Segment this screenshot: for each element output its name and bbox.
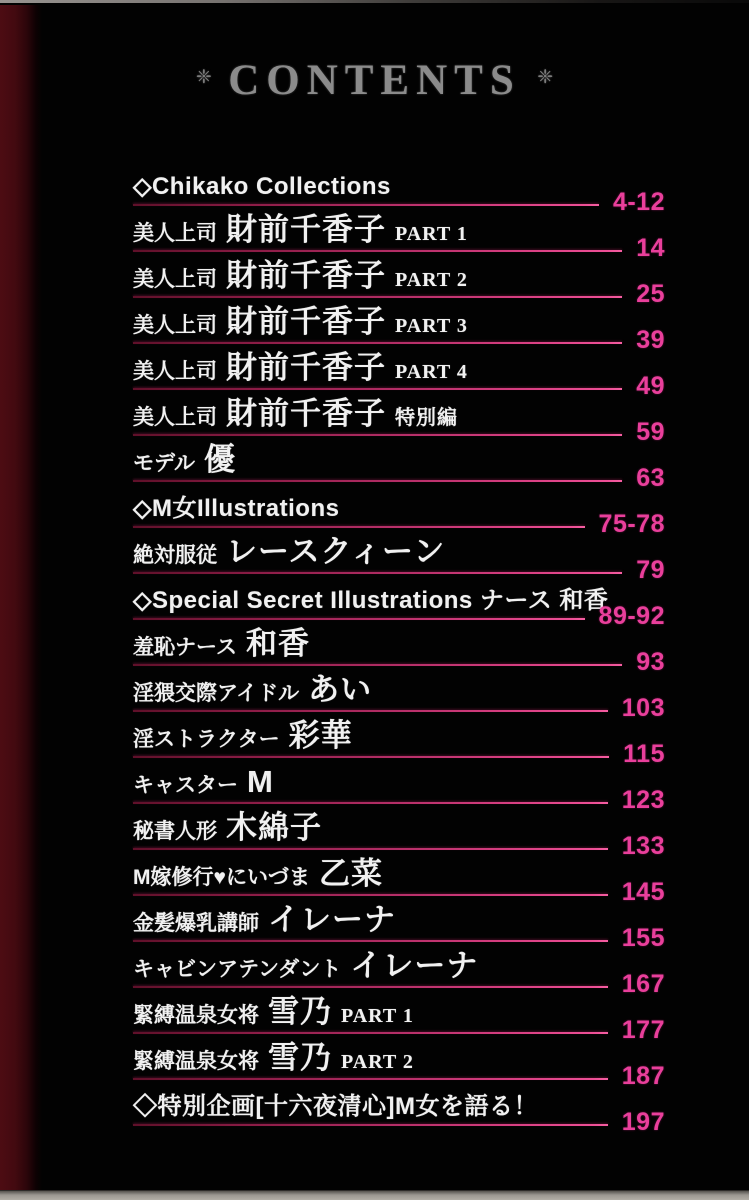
toc-entry-text xyxy=(133,260,622,298)
entry-prefix: M嫁修行♥にいづま xyxy=(133,866,310,889)
fleuron-ornament-left-icon: ❈ xyxy=(195,67,212,88)
entry-page-number: 25 xyxy=(636,280,665,308)
entry-prefix: 美人上司 xyxy=(133,268,217,291)
entry-title: 財前千香子 xyxy=(226,258,386,293)
page-title: CONTENTS xyxy=(228,57,521,104)
toc-entry xyxy=(133,298,665,354)
entry-prefix: 絶対服従 xyxy=(133,544,217,567)
entry-leader-rule xyxy=(133,388,622,390)
toc-entry-text xyxy=(133,214,622,252)
entry-title: レースクィーン xyxy=(226,534,446,569)
entry-prefix: 緊縛温泉女将 xyxy=(133,1004,259,1027)
entry-title: 木綿子 xyxy=(226,810,322,845)
entry-leader-rule xyxy=(133,1078,608,1080)
entry-leader-rule xyxy=(133,710,608,712)
entry-leader-rule xyxy=(133,1032,608,1034)
entry-title: M xyxy=(247,764,274,799)
entry-prefix: 淫猥交際アイドル xyxy=(133,682,300,705)
entry-title: 雪乃 xyxy=(268,1040,332,1075)
toc-entry xyxy=(133,1080,665,1136)
entry-leader-rule xyxy=(133,572,622,574)
entry-leader-rule xyxy=(133,204,599,206)
fleuron-ornament-right-icon: ❈ xyxy=(537,67,554,88)
entry-title: 雪乃 xyxy=(268,994,332,1029)
entry-title: ◇特別企画[十六夜清心]M女を語る！ xyxy=(133,1093,538,1120)
entry-leader-rule xyxy=(133,664,622,666)
toc-entry-text xyxy=(133,1042,608,1080)
toc-entry-text xyxy=(133,352,622,390)
entry-leader-rule xyxy=(133,986,608,988)
toc-entry-text xyxy=(133,858,608,896)
toc-entry xyxy=(133,574,665,630)
entry-title: ◇Special Secret Illustrations ナース 和香 xyxy=(133,587,609,614)
entry-page-number: 39 xyxy=(636,326,665,354)
entry-suffix: PART 2 xyxy=(395,269,468,291)
toc-entry xyxy=(133,206,665,262)
entry-prefix: 美人上司 xyxy=(133,406,217,429)
entry-title: 財前千香子 xyxy=(226,350,386,385)
toc-entry xyxy=(133,666,665,722)
entry-leader-rule xyxy=(133,618,585,620)
entry-leader-rule xyxy=(133,480,622,482)
toc-entry-text xyxy=(133,398,622,436)
toc-entry xyxy=(133,482,665,538)
entry-title: あい xyxy=(308,672,373,707)
toc-list xyxy=(133,160,665,1136)
entry-prefix: キャスター xyxy=(133,774,238,797)
scan-edge-top xyxy=(0,0,749,3)
entry-page-number: 123 xyxy=(621,786,665,814)
toc-entry-text xyxy=(133,587,609,620)
entry-page-number: 103 xyxy=(621,694,665,722)
toc-entry-text xyxy=(133,720,609,758)
entry-prefix: 金髪爆乳講師 xyxy=(133,912,259,935)
entry-prefix: 秘書人形 xyxy=(133,820,217,843)
entry-leader-rule xyxy=(133,250,622,252)
entry-page-number: 14 xyxy=(636,234,665,262)
entry-title: 和香 xyxy=(245,626,310,661)
toc-entry-text xyxy=(133,536,622,574)
entry-prefix: 美人上司 xyxy=(133,314,217,337)
entry-page-number: 4-12 xyxy=(612,188,665,216)
toc-entry xyxy=(133,804,665,860)
toc-entry-text xyxy=(133,812,608,850)
entry-title: ◇Chikako Collections xyxy=(133,173,391,200)
toc-entry xyxy=(133,436,665,492)
toc-entry-text xyxy=(133,950,608,988)
toc-entry-text xyxy=(133,674,608,712)
entry-prefix: 羞恥ナース xyxy=(133,636,237,659)
entry-leader-rule xyxy=(133,802,608,804)
entry-title: 乙菜 xyxy=(318,856,383,891)
toc-entry-text xyxy=(133,628,622,666)
toc-entry-text xyxy=(133,497,585,528)
entry-page-number: 155 xyxy=(621,924,665,952)
entry-title: イレーナ xyxy=(350,948,479,983)
toc-entry-text xyxy=(133,306,622,344)
toc-entry-text xyxy=(133,766,608,804)
entry-page-number: 79 xyxy=(636,556,665,584)
entry-title: イレーナ xyxy=(268,902,396,937)
entry-leader-rule xyxy=(133,940,608,942)
entry-leader-rule xyxy=(133,1124,608,1126)
entry-page-number: 187 xyxy=(621,1062,665,1090)
entry-leader-rule xyxy=(133,296,622,298)
entry-page-number: 145 xyxy=(621,878,665,906)
entry-prefix: 美人上司 xyxy=(133,222,217,245)
entry-prefix: キャビンアテンダント xyxy=(133,958,342,981)
entry-page-number: 49 xyxy=(636,372,665,400)
toc-entry-text xyxy=(133,175,599,206)
entry-prefix: 緊縛温泉女将 xyxy=(133,1050,259,1073)
entry-leader-rule xyxy=(133,342,622,344)
toc-entry xyxy=(133,896,665,952)
toc-entry xyxy=(133,344,665,400)
entry-page-number: 63 xyxy=(636,464,665,492)
entry-page-number: 197 xyxy=(621,1108,665,1136)
entry-page-number: 89-92 xyxy=(598,602,665,630)
entry-suffix: PART 1 xyxy=(341,1005,414,1027)
entry-page-number: 177 xyxy=(621,1016,665,1044)
toc-entry xyxy=(133,988,665,1044)
toc-entry xyxy=(133,160,665,216)
toc-entry xyxy=(133,252,665,308)
entry-title: 財前千香子 xyxy=(226,396,386,431)
entry-leader-rule xyxy=(133,756,609,758)
entry-title: ◇M女Illustrations xyxy=(133,495,340,522)
toc-entry-text xyxy=(133,444,622,482)
toc-entry xyxy=(133,528,665,584)
toc-entry xyxy=(133,620,665,676)
toc-entry xyxy=(133,942,665,998)
entry-page-number: 133 xyxy=(621,832,665,860)
entry-title: 財前千香子 xyxy=(226,304,386,339)
entry-title: 財前千香子 xyxy=(226,212,386,247)
contents-header xyxy=(0,56,749,105)
entry-page-number: 93 xyxy=(636,648,665,676)
toc-entry-text xyxy=(133,904,608,942)
entry-page-number: 75-78 xyxy=(598,510,665,538)
toc-entry xyxy=(133,712,665,768)
entry-prefix: 淫ストラクター xyxy=(133,728,280,751)
toc-entry-text xyxy=(133,996,608,1034)
toc-entry xyxy=(133,1034,665,1090)
toc-entry-text xyxy=(133,1095,608,1126)
entry-suffix: PART 2 xyxy=(341,1051,414,1073)
entry-title: 優 xyxy=(203,442,236,477)
entry-prefix: 美人上司 xyxy=(133,360,217,383)
entry-page-number: 167 xyxy=(621,970,665,998)
toc-entry xyxy=(133,758,665,814)
entry-leader-rule xyxy=(133,434,622,436)
entry-prefix: モデル xyxy=(133,452,195,475)
entry-leader-rule xyxy=(133,894,608,896)
entry-leader-rule xyxy=(133,526,585,528)
entry-suffix: PART 4 xyxy=(395,361,468,383)
book-spine-gutter xyxy=(0,5,42,1191)
entry-leader-rule xyxy=(133,848,608,850)
entry-suffix: 特別編 xyxy=(395,407,458,429)
entry-suffix: PART 3 xyxy=(395,315,468,337)
toc-entry xyxy=(133,850,665,906)
entry-page-number: 115 xyxy=(623,740,665,768)
scan-edge-bottom xyxy=(0,1190,749,1200)
entry-suffix: PART 1 xyxy=(395,223,468,245)
entry-page-number: 59 xyxy=(636,418,665,446)
entry-title: 彩華 xyxy=(288,718,353,753)
toc-entry xyxy=(133,390,665,446)
